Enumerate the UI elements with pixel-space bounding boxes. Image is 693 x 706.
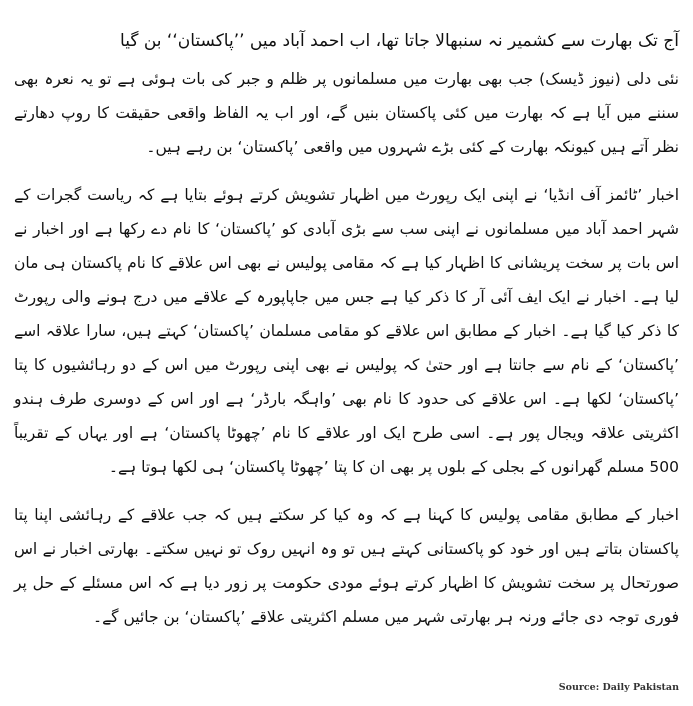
article-paragraph-3: اخبار کے مطابق مقامی پولیس کا کہنا ہے کہ وہ کیا کر سکتے ہیں کہ جب علاقے کے رہائشی اپنا پتا پاکستان بتاتے ہیں اور خود کو پاکستانی کہتے ہیں تو وہ انہیں روک تو نہیں سکتے۔ بھارتی اخبار نے اس صورتحال پر سخت تشویش کا اظہار کرتے ہوئے مودی حکومت پر زور دیا ہے کہ اس مسئلے کے حل پر فوری توجہ دی جائے ورنہ ہر بھارتی شہر میں مسلم اکثریتی علاقے ’پاکستان‘ بن جائیں گے۔ bbox=[14, 506, 679, 626]
article-paragraph-2: اخبار ’ٹائمز آف انڈیا‘ نے اپنی ایک رپورٹ میں اظہار تشویش کرتے ہوئے بتایا ہے کہ ریاست گجرات کے شہر احمد آباد میں مسلمانوں نے اپنی سب سے بڑی آبادی کو ’پاکستان‘ کا نام دے رکھا ہے اور اخبار نے اس بات پر سخت پریشانی کا اظہار کیا ہے کہ مقامی پولیس نے بھی اس علاقے کا نام پاکستان ہی مان لیا ہے۔ اخبار نے ایک ایف آئی آر کا ذکر کیا ہے جس میں جاپاپورہ کے علاقے میں درج ہونے والی رپورٹ کا ذکر کیا گیا ہے۔ اخبار کے مطابق اس علاقے کو مقامی مسلمان ’پاکستان‘ کہتے ہیں، سارا علاقہ اسے ’پاکستان‘ کے نام سے جانتا ہے اور حتیٰ کہ پولیس نے بھی اپنی رپورٹ میں اس کے دو رہائشیوں کا پتا ’پاکستان‘ لکھا ہے۔ اس علاقے کی حدود کا نام بھی ’واہگہ بارڈر‘ ہے اور اس کے دوسری طرف ہندو اکثریتی علاقہ ویجال پور ہے۔ اسی طرح ایک اور علاقے کا نام ’چھوٹا پاکستان‘ ہے اور یہاں کے تقریباً 500 مسلم گھرانوں کے بجلی کے بلوں پر بھی ان کا پتا ’چھوٹا پاکستان‘ ہی لکھا ہوتا ہے۔ bbox=[14, 186, 679, 476]
article-paragraph-1: نئی دلی (نیوز ڈیسک) جب بھی بھارت میں مسلمانوں پر ظلم و جبر کی بات ہوئی ہے تو یہ نعرہ بھی سننے میں آیا ہے کہ بھارت میں کئی پاکستان بنیں گے، اور اب یہ الفاظ واقعی حقیقت کا روپ دھارتے نظر آتے ہیں کیونکہ بھارت کے کئی بڑے شہروں میں واقعی ’پاکستان‘ بن رہے ہیں۔ bbox=[14, 70, 679, 156]
article bbox=[14, 10, 679, 634]
source-credit: Source: Daily Pakistan bbox=[558, 682, 679, 693]
article-headline: آج تک بھارت سے کشمیر نہ سنبھالا جاتا تھا، اب احمد آباد میں ’’پاکستان‘‘ بن گیا bbox=[120, 31, 679, 51]
